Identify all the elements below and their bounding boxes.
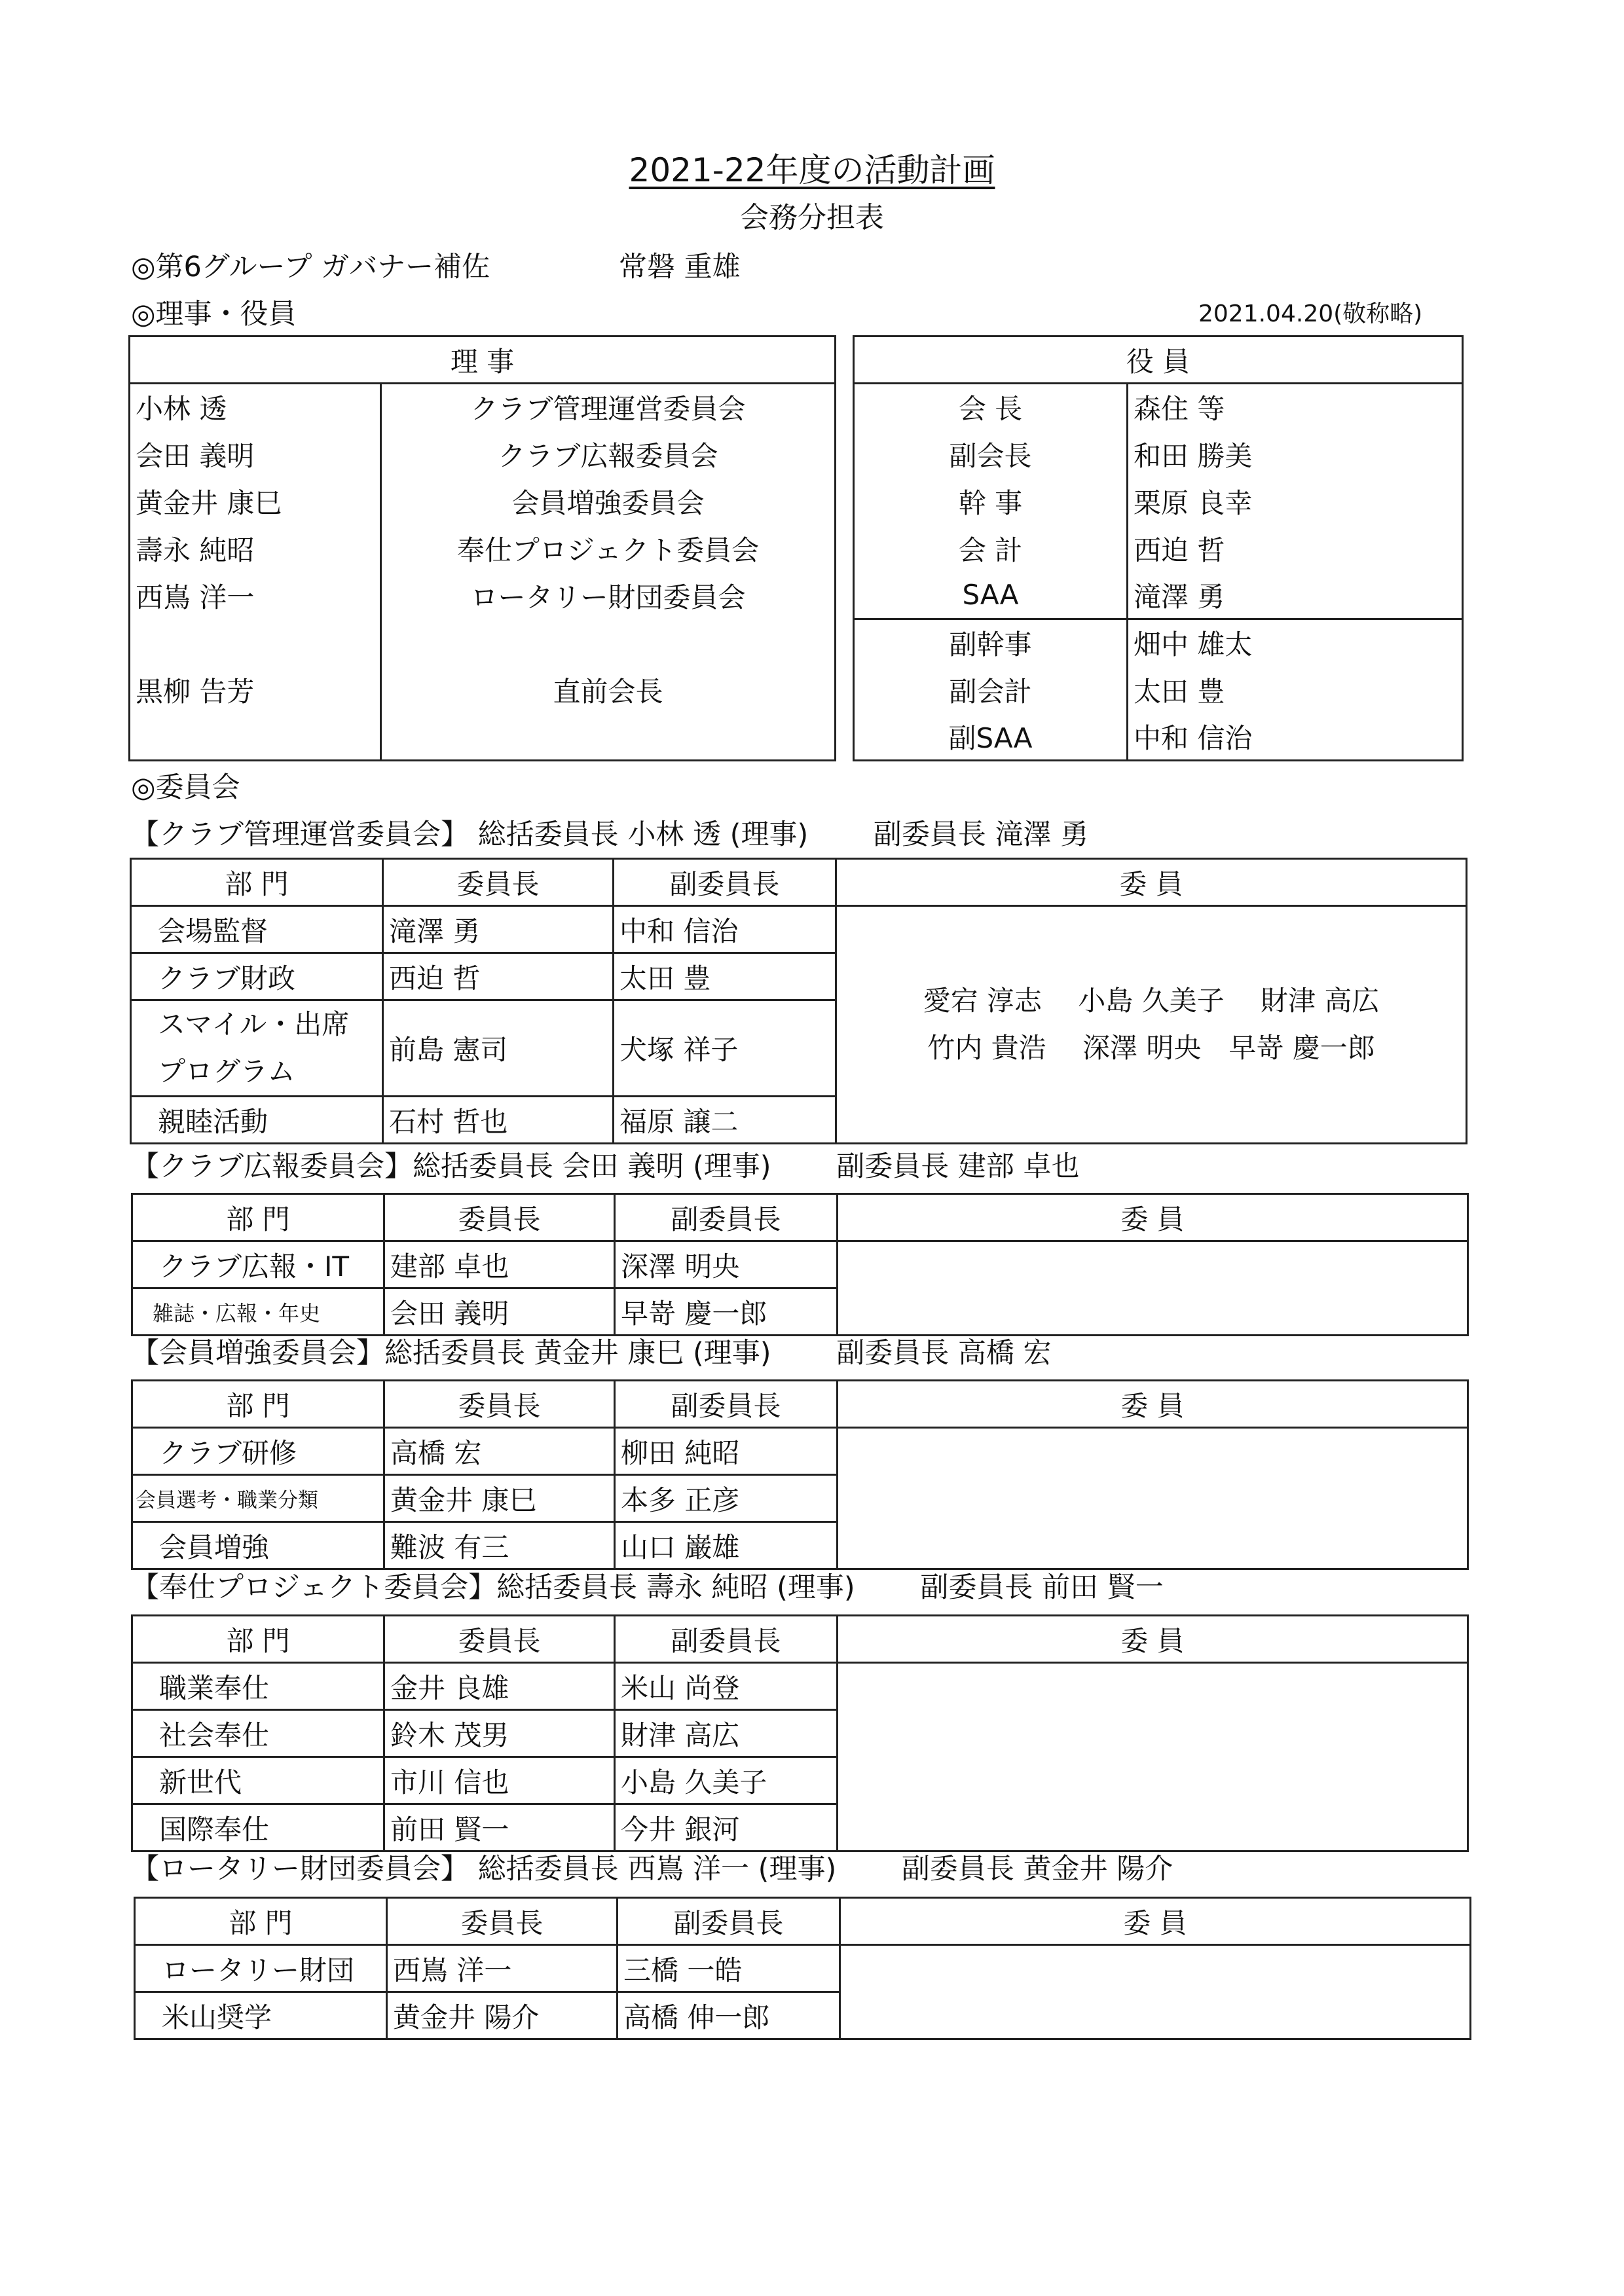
page-title <box>0 149 1624 191</box>
officer-name: 西迫 哲 <box>1128 525 1463 572</box>
officer-name: 森住 等 <box>1128 384 1463 431</box>
vice-cell: 福原 譲二 <box>614 1097 836 1144</box>
vice-cell: 本多 正彦 <box>615 1475 838 1522</box>
governor-name: 常磐 重雄 <box>619 251 741 283</box>
vice-cell: 犬塚 祥子 <box>614 1000 836 1097</box>
chair-cell: 黄金井 康巳 <box>384 1475 615 1522</box>
committee-heading: ◎委員会 <box>131 771 240 804</box>
dept-header: 部 門 <box>132 1194 384 1241</box>
board-role: 奉仕プロジェクト委員会 <box>381 525 836 572</box>
board-role <box>381 714 836 761</box>
chair-cell: 会田 義明 <box>384 1288 615 1336</box>
members-header: 委 員 <box>838 1381 1468 1428</box>
dept-header: 部 門 <box>132 1381 384 1428</box>
dept-cell: 会員増強 <box>132 1522 384 1569</box>
officer-name: 栗原 良幸 <box>1128 478 1463 525</box>
chair-cell: 西迫 哲 <box>383 953 614 1000</box>
vice-header: 副委員長 <box>618 1898 840 1945</box>
board-role: 直前会長 <box>381 666 836 714</box>
vice-cell: 米山 尚登 <box>615 1663 838 1710</box>
board-heading: ◎理事・役員 <box>131 298 297 331</box>
committee-table-club-admin <box>130 858 1467 1144</box>
vice-cell: 三橋 一皓 <box>618 1945 840 1992</box>
dept-cell: スマイル・出席 プログラム <box>131 1000 383 1097</box>
officer-title: 副会長 <box>854 431 1128 478</box>
vice-cell: 今井 銀河 <box>615 1804 838 1851</box>
officer-title: 副SAA <box>854 714 1128 761</box>
dept-cell: 国際奉仕 <box>132 1804 384 1851</box>
members-header: 委 員 <box>836 859 1467 906</box>
officers-header: 役 員 <box>854 337 1463 384</box>
chair-header: 委員長 <box>387 1898 618 1945</box>
officer-title: 副幹事 <box>854 619 1128 666</box>
board-name: 会田 義明 <box>130 431 381 478</box>
chair-cell: 石村 哲也 <box>383 1097 614 1144</box>
committee-table-public-relations <box>131 1193 1469 1336</box>
committee-table-service-projects <box>131 1614 1469 1852</box>
chair-cell: 前田 賢一 <box>384 1804 615 1851</box>
committee-title: 【ロータリー財団委員会】 総括委員長 西嶌 洋一 (理事) 副委員長 黄金井 陽介 <box>131 1853 1173 1886</box>
committee-title: 【奉仕プロジェクト委員会】総括委員長 壽永 純昭 (理事) 副委員長 前田 賢一 <box>131 1571 1164 1604</box>
vice-cell: 財津 高広 <box>615 1710 838 1757</box>
date-note: 2021.04.20(敬称略) <box>1198 301 1423 327</box>
board-role: クラブ管理運営委員会 <box>381 384 836 431</box>
committee-table-rotary-foundation <box>134 1897 1471 2040</box>
vice-cell: 深澤 明央 <box>615 1241 838 1288</box>
dept-cell: 社会奉仕 <box>132 1710 384 1757</box>
chair-header: 委員長 <box>383 859 614 906</box>
chair-header: 委員長 <box>384 1194 615 1241</box>
officer-name: 中和 信治 <box>1128 714 1463 761</box>
dept-cell: クラブ財政 <box>131 953 383 1000</box>
vice-cell: 太田 豊 <box>614 953 836 1000</box>
vice-header: 副委員長 <box>615 1616 838 1663</box>
board-table <box>128 335 836 761</box>
board-role: ロータリー財団委員会 <box>381 572 836 619</box>
officer-title: 会 計 <box>854 525 1128 572</box>
dept-cell: クラブ研修 <box>132 1428 384 1475</box>
vice-cell: 山口 巌雄 <box>615 1522 838 1569</box>
board-name: 小林 透 <box>130 384 381 431</box>
dept-cell: 雑誌・広報・年史 <box>132 1288 384 1336</box>
committee-title: 【クラブ広報委員会】総括委員長 会田 義明 (理事) 副委員長 建部 卓也 <box>131 1150 1080 1183</box>
members-header: 委 員 <box>840 1898 1471 1945</box>
dept-cell: クラブ広報・IT <box>132 1241 384 1288</box>
chair-cell: 鈴木 茂男 <box>384 1710 615 1757</box>
committee-title: 【会員増強委員会】総括委員長 黄金井 康巳 (理事) 副委員長 高橋 宏 <box>131 1337 1052 1370</box>
dept-header: 部 門 <box>135 1898 387 1945</box>
chair-cell: 難波 有三 <box>384 1522 615 1569</box>
board-name: 壽永 純昭 <box>130 525 381 572</box>
chair-cell: 金井 良雄 <box>384 1663 615 1710</box>
board-name: 黄金井 康巳 <box>130 478 381 525</box>
vice-cell: 小島 久美子 <box>615 1757 838 1804</box>
officer-title: 幹 事 <box>854 478 1128 525</box>
officer-name: 畑中 雄太 <box>1128 619 1463 666</box>
vice-header: 副委員長 <box>615 1381 838 1428</box>
chair-cell: 高橋 宏 <box>384 1428 615 1475</box>
dept-cell: 会員選考・職業分類 <box>132 1475 384 1522</box>
members-cell <box>838 1428 1468 1569</box>
vice-header: 副委員長 <box>614 859 836 906</box>
board-role <box>381 619 836 666</box>
page-subtitle: 会務分担表 <box>740 201 884 234</box>
board-header: 理 事 <box>130 337 836 384</box>
members-header: 委 員 <box>838 1194 1468 1241</box>
members-cell <box>840 1945 1471 2039</box>
board-role: 会員増強委員会 <box>381 478 836 525</box>
board-name <box>130 714 381 761</box>
chair-cell: 前島 憲司 <box>383 1000 614 1097</box>
page-title-text: 2021-22年度の活動計画 <box>629 151 995 189</box>
officer-name: 滝澤 勇 <box>1128 572 1463 619</box>
members-cell: 愛宕 淳志 小島 久美子 財津 高広 竹内 貴浩 深澤 明央 早嵜 慶一郎 <box>836 906 1467 1144</box>
chair-cell: 市川 信也 <box>384 1757 615 1804</box>
officers-table <box>853 335 1464 761</box>
dept-header: 部 門 <box>131 859 383 906</box>
board-name <box>130 619 381 666</box>
committee-table-membership <box>131 1379 1469 1570</box>
chair-cell: 滝澤 勇 <box>383 906 614 953</box>
members-cell <box>838 1241 1468 1336</box>
vice-cell: 早嵜 慶一郎 <box>615 1288 838 1336</box>
vice-header: 副委員長 <box>615 1194 838 1241</box>
vice-cell: 中和 信治 <box>614 906 836 953</box>
officer-name: 太田 豊 <box>1128 666 1463 714</box>
dept-cell: 米山奨学 <box>135 1992 387 2039</box>
chair-cell: 黄金井 陽介 <box>387 1992 618 2039</box>
chair-cell: 西嶌 洋一 <box>387 1945 618 1992</box>
vice-cell: 高橋 伸一郎 <box>618 1992 840 2039</box>
dept-cell: 職業奉仕 <box>132 1663 384 1710</box>
members-header: 委 員 <box>838 1616 1468 1663</box>
officer-title: 副会計 <box>854 666 1128 714</box>
chair-header: 委員長 <box>384 1616 615 1663</box>
chair-header: 委員長 <box>384 1381 615 1428</box>
chair-cell: 建部 卓也 <box>384 1241 615 1288</box>
governor-label: ◎第6グループ ガバナー補佐 <box>131 251 490 283</box>
board-name: 黒柳 告芳 <box>130 666 381 714</box>
board-role: クラブ広報委員会 <box>381 431 836 478</box>
officer-title: 会 長 <box>854 384 1128 431</box>
dept-cell: 会場監督 <box>131 906 383 953</box>
officer-name: 和田 勝美 <box>1128 431 1463 478</box>
dept-cell: 新世代 <box>132 1757 384 1804</box>
officer-title: SAA <box>854 572 1128 619</box>
committee-title: 【クラブ管理運営委員会】 総括委員長 小林 透 (理事) 副委員長 滝澤 勇 <box>131 818 1089 851</box>
dept-header: 部 門 <box>132 1616 384 1663</box>
dept-cell: 親睦活動 <box>131 1097 383 1144</box>
board-name: 西嶌 洋一 <box>130 572 381 619</box>
members-cell <box>838 1663 1468 1851</box>
dept-cell: ロータリー財団 <box>135 1945 387 1992</box>
vice-cell: 柳田 純昭 <box>615 1428 838 1475</box>
